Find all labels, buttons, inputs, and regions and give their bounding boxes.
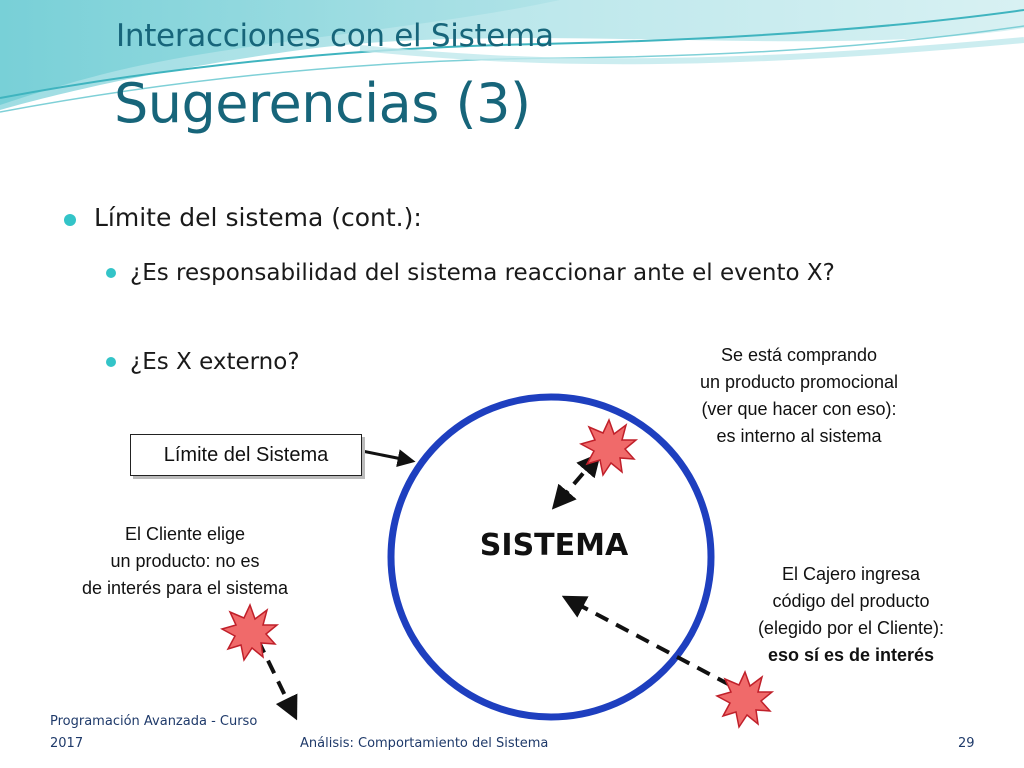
input-event-arrow xyxy=(566,598,730,685)
bullet-dot-icon xyxy=(106,357,116,367)
boundary-label-box: Límite del Sistema xyxy=(130,434,362,476)
footer-course-line2: 2017 xyxy=(50,736,84,751)
note-line: El Cliente elige xyxy=(124,524,246,544)
footer-page-number: 29 xyxy=(958,736,975,751)
note-line: El Cajero ingresa xyxy=(781,564,921,584)
note-line: un producto promocional xyxy=(699,372,899,392)
note-line: Se está comprando xyxy=(720,345,878,365)
system-label: SISTEMA xyxy=(479,528,629,563)
slide-title-sub: Sugerencias (3) xyxy=(114,72,531,135)
bullet-level1-text: Límite del sistema (cont.): xyxy=(94,203,422,232)
note-line: (ver que hacer con eso): xyxy=(701,399,897,419)
footer-course-line1: Programación Avanzada - Curso xyxy=(50,714,258,729)
note-line: de interés para el sistema xyxy=(81,578,289,598)
bullet-level2-text: ¿Es X externo? xyxy=(130,349,300,375)
internal-event-arrow xyxy=(555,456,598,506)
note-line: código del producto xyxy=(772,591,930,611)
external-event-arrow xyxy=(258,640,295,716)
slide-title-main: Interacciones con el Sistema xyxy=(116,18,554,54)
note-external-event xyxy=(50,521,320,602)
note-line: es interno al sistema xyxy=(716,426,882,446)
event-star-external xyxy=(222,605,277,660)
boundary-pointer-arrow xyxy=(362,451,412,461)
note-input-event xyxy=(720,561,982,669)
bullet-dot-icon xyxy=(64,214,76,226)
bullet-level2-text: ¿Es responsabilidad del sistema reaccionar ante el evento X? xyxy=(130,260,835,286)
event-star-input xyxy=(717,672,772,727)
note-internal-event xyxy=(668,342,930,450)
note-line: un producto: no es xyxy=(110,551,260,571)
bullet-dot-icon xyxy=(106,268,116,278)
note-line-bold: eso sí es de interés xyxy=(767,645,935,665)
note-line: (elegido por el Cliente): xyxy=(757,618,945,638)
footer-section: Análisis: Comportamiento del Sistema xyxy=(300,736,549,751)
